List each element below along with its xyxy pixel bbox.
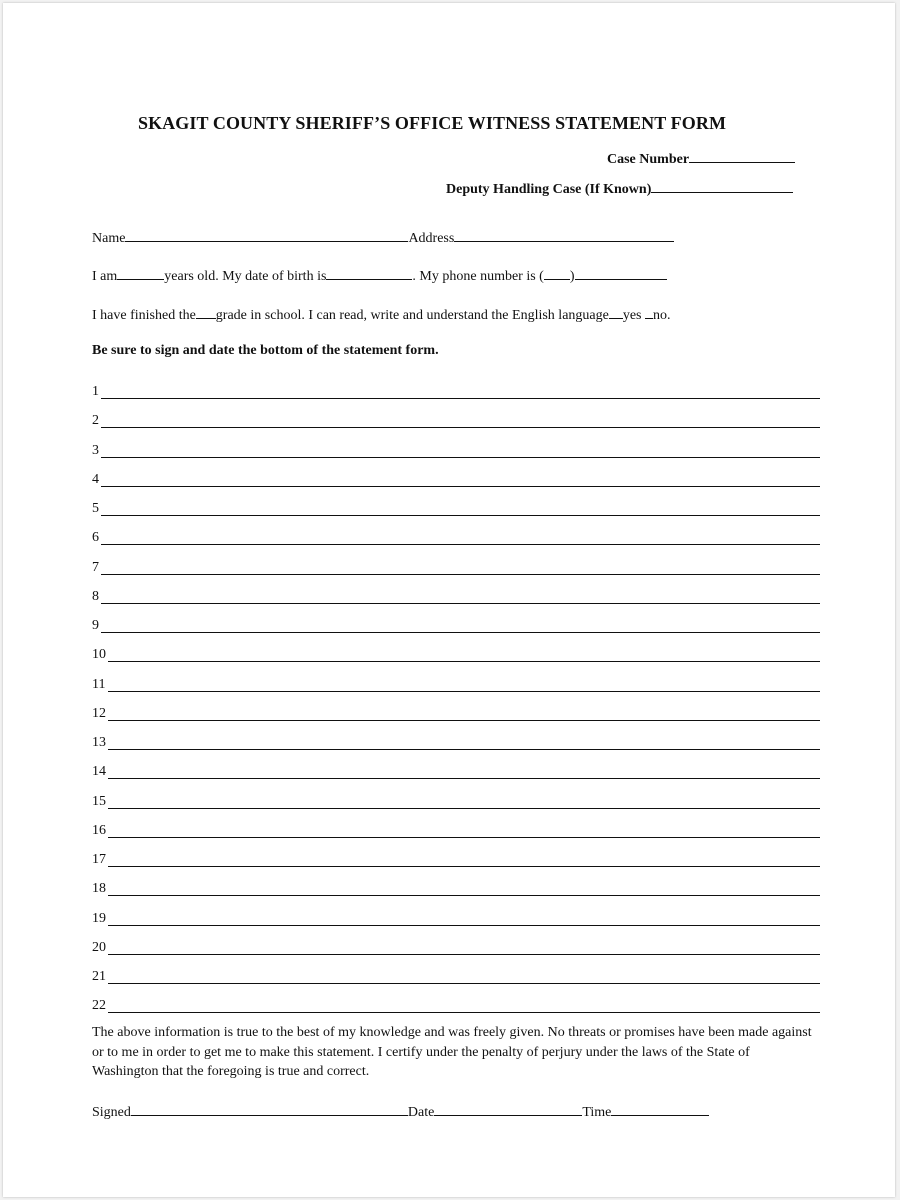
deputy-field[interactable]	[651, 178, 793, 193]
area-code-field[interactable]	[544, 265, 570, 280]
statement-line-field[interactable]	[108, 837, 820, 838]
line-number: 9	[92, 618, 99, 633]
statement-line-field[interactable]	[108, 749, 820, 750]
statement-line	[92, 937, 820, 955]
phone-close: )	[569, 269, 575, 284]
statement-line-field[interactable]	[108, 983, 820, 984]
statement-line	[92, 732, 820, 750]
line-number: 14	[92, 764, 106, 780]
line-number: 2	[92, 413, 99, 429]
statement-line	[92, 995, 820, 1013]
deputy-label: Deputy Handling Case (If Known)	[446, 182, 652, 197]
yes-field[interactable]	[609, 304, 623, 319]
statement-line	[92, 878, 820, 896]
line-number: 13	[92, 735, 106, 750]
line-number: 6	[92, 530, 99, 546]
statement-line	[92, 703, 820, 721]
line-number: 18	[92, 881, 106, 897]
name-label: Name	[92, 231, 126, 246]
age-field[interactable]	[117, 265, 164, 280]
dob-field[interactable]	[326, 265, 412, 280]
name-field[interactable]	[125, 227, 408, 242]
statement-line-field[interactable]	[101, 515, 820, 516]
statement-line-field[interactable]	[108, 954, 820, 955]
line-number: 7	[92, 559, 99, 575]
line-number: 21	[92, 969, 106, 984]
statement-line-field[interactable]	[108, 866, 820, 867]
no-field[interactable]	[645, 304, 653, 319]
statement-line	[92, 469, 820, 487]
date-field[interactable]	[434, 1101, 582, 1116]
no-label: no.	[653, 308, 671, 323]
line-number: 10	[92, 647, 106, 663]
signed-label: Signed	[92, 1105, 131, 1120]
line-number: 17	[92, 852, 106, 867]
statement-line-field[interactable]	[101, 544, 820, 545]
statement-line	[92, 381, 820, 399]
education-row	[92, 304, 671, 324]
statement-line-field[interactable]	[101, 486, 820, 487]
instruction: Be sure to sign and date the bottom of the statement form.	[92, 343, 439, 358]
statement-line-field[interactable]	[101, 457, 820, 458]
signature-field[interactable]	[131, 1101, 408, 1116]
yes-label: yes	[622, 308, 642, 323]
line-number: 4	[92, 471, 99, 487]
statement-line	[92, 644, 820, 662]
line-number: 20	[92, 939, 106, 955]
age-suffix: years old. My date of birth is	[164, 269, 327, 284]
statement-line-field[interactable]	[108, 895, 820, 896]
statement-line-field[interactable]	[101, 632, 820, 633]
statement-line	[92, 966, 820, 984]
line-number: 15	[92, 793, 106, 809]
statement-line	[92, 586, 820, 604]
statement-line	[92, 849, 820, 867]
time-label: Time	[582, 1105, 612, 1120]
deputy-row	[446, 178, 793, 198]
grade-field[interactable]	[196, 304, 216, 319]
statement-line-field[interactable]	[101, 398, 820, 399]
line-number: 3	[92, 442, 99, 458]
statement-line	[92, 498, 820, 516]
signature-row	[92, 1101, 709, 1121]
case-number-label: Case Number	[607, 152, 690, 167]
statement-line	[92, 674, 820, 692]
address-field[interactable]	[454, 227, 674, 242]
statement-line	[92, 791, 820, 809]
statement-line-field[interactable]	[101, 603, 820, 604]
certification-text: The above information is true to the best of my knowledge and was freely given. No threats or promises have been made against or to me in order to get me to make this statement. I certify under the penalty of perjury under the laws of the State of Washington that the foregoing is true and correct.	[92, 1025, 812, 1079]
case-number-row	[607, 148, 795, 168]
line-number: 5	[92, 501, 99, 516]
phone-field[interactable]	[575, 265, 667, 280]
statement-line-field[interactable]	[108, 691, 820, 692]
line-number: 22	[92, 998, 106, 1014]
line-number: 16	[92, 822, 106, 838]
line-number: 11	[92, 676, 106, 692]
statement-line-field[interactable]	[108, 925, 820, 926]
statement-line-field[interactable]	[108, 661, 820, 662]
statement-line-field[interactable]	[101, 574, 820, 575]
statement-line	[92, 410, 820, 428]
statement-line-field[interactable]	[101, 427, 820, 428]
statement-line-field[interactable]	[108, 720, 820, 721]
grade-suffix: grade in school. I can read, write and understand the English language	[215, 308, 609, 323]
statement-line	[92, 615, 820, 633]
line-number: 8	[92, 588, 99, 604]
time-field[interactable]	[611, 1101, 709, 1116]
statement-line-field[interactable]	[108, 778, 820, 779]
name-address-row	[92, 227, 674, 247]
statement-line	[92, 557, 820, 575]
statement-line	[92, 440, 820, 458]
age-dob-phone-row	[92, 265, 667, 285]
line-number: 19	[92, 910, 106, 926]
statement-line-field[interactable]	[108, 808, 820, 809]
statement-line-field[interactable]	[108, 1012, 820, 1013]
line-number: 12	[92, 705, 106, 721]
line-number: 1	[92, 384, 99, 399]
statement-line	[92, 527, 820, 545]
statement-line	[92, 908, 820, 926]
date-label: Date	[407, 1105, 435, 1120]
statement-line	[92, 820, 820, 838]
form-page	[3, 3, 895, 1197]
age-prefix: I am	[92, 269, 118, 284]
grade-prefix: I have finished the	[92, 308, 196, 323]
statement-line	[92, 761, 820, 779]
case-number-field[interactable]	[689, 148, 795, 163]
form-title: SKAGIT COUNTY SHERIFF’S OFFICE WITNESS STATEMENT FORM	[137, 113, 727, 133]
phone-label: . My phone number is (	[412, 269, 544, 284]
address-label: Address	[408, 231, 455, 246]
